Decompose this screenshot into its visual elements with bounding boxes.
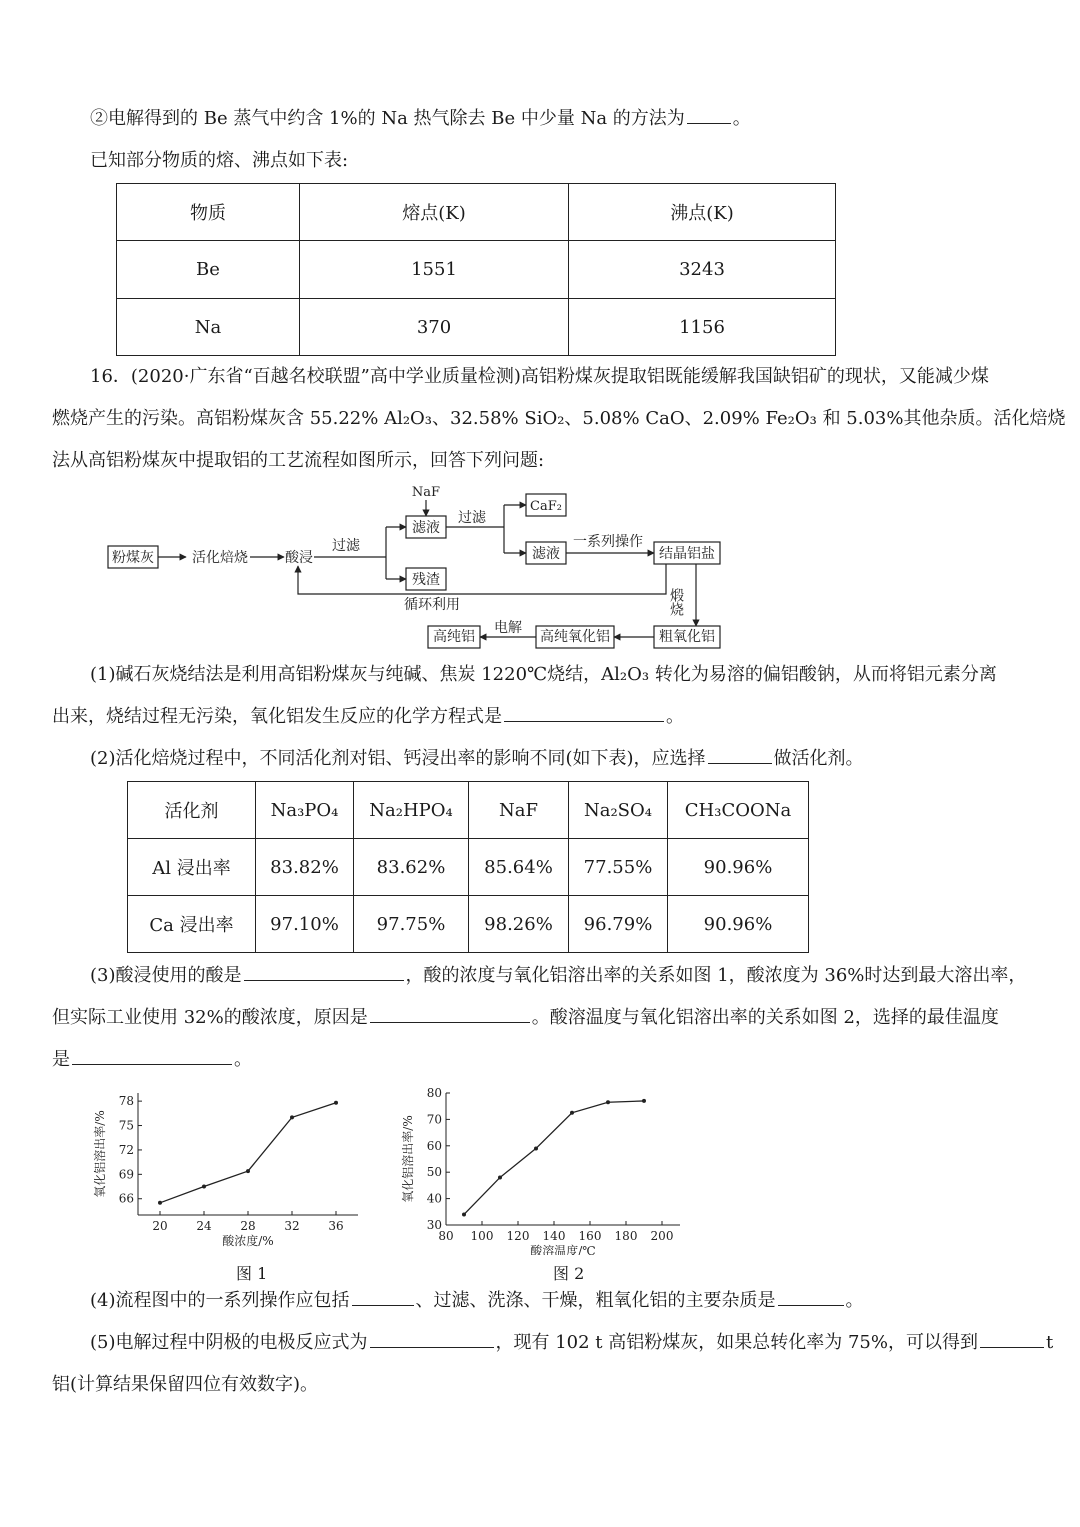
q16-intro-3: 法从高铝粉煤灰中提取铝的工艺流程如图所示，回答下列问题:: [52, 450, 545, 471]
y-tick-label: 78: [118, 1094, 134, 1109]
y-tick-label: 69: [118, 1167, 134, 1182]
x-tick-label: 24: [196, 1219, 212, 1233]
x-tick-label: 28: [240, 1219, 256, 1233]
y-tick-label: 75: [118, 1118, 134, 1133]
x-tick-label: 100: [470, 1229, 494, 1243]
answer-blank[interactable]: [370, 1325, 494, 1348]
chart-figure-2: [400, 1085, 690, 1255]
label-roast: 活化焙烧: [192, 550, 248, 566]
q15-line-1: [90, 98, 751, 140]
y-tick-label: 70: [426, 1112, 442, 1127]
y-tick-label: 50: [426, 1165, 442, 1180]
label-naf: NaF: [411, 485, 441, 500]
answer-blank[interactable]: [708, 741, 772, 764]
part-3-end: 。: [234, 1049, 252, 1070]
part-3-line-3: [52, 1039, 252, 1081]
table-cell: 1156: [569, 299, 836, 356]
x-tick-label: 80: [438, 1229, 454, 1243]
answer-blank[interactable]: [980, 1325, 1044, 1348]
melting-boiling-table: [116, 183, 836, 356]
part-3-text: 但实际工业使用 32%的酸浓度，原因是: [52, 1007, 368, 1028]
part-3-line-2: [52, 997, 999, 1039]
answer-blank[interactable]: [504, 699, 664, 722]
answer-blank[interactable]: [244, 958, 404, 981]
table-cell: Be: [117, 241, 300, 299]
table-header: NaF: [469, 782, 569, 839]
data-point: [606, 1100, 610, 1104]
part-2-end: 做活化剂。: [773, 748, 864, 769]
label-cryst-salt: 结晶铝盐: [659, 546, 715, 562]
q16-intro-1: 16．(2020·广东省“百越名校联盟”高中学业质量检测)高铝粉煤灰提取铝既能缓解我国缺铝矿的现状，又能减少煤: [90, 366, 989, 387]
data-point: [534, 1146, 538, 1150]
part-2-text: (2)活化焙烧过程中，不同活化剂对铝、钙浸出率的影响不同(如下表)，应选择: [90, 748, 706, 769]
part-5-line-2: 铝(计算结果保留四位有效数字)。: [52, 1374, 319, 1395]
table-header: 沸点(K): [569, 184, 836, 241]
label-caf2: CaF₂: [530, 499, 562, 514]
q15-text: ②电解得到的 Be 蒸气中约含 1%的 Na 热气除去 Be 中少量 Na 的方法为: [90, 108, 685, 129]
label-filter-1: 过滤: [332, 538, 360, 554]
label-recycle: 循环利用: [404, 597, 460, 613]
q15-line-2: 已知部分物质的熔、沸点如下表:: [90, 150, 349, 171]
x-tick-label: 20: [152, 1219, 168, 1233]
label-filter-2: 过滤: [458, 510, 486, 526]
part-3-text: 是: [52, 1049, 70, 1070]
part-5-line-1: [90, 1322, 1053, 1364]
table-cell: 1551: [300, 241, 569, 299]
x-axis-label: 酸浓度/%: [222, 1234, 274, 1248]
table-cell: 83.62%: [354, 839, 469, 896]
part-1-line-1: (1)碱石灰烧结法是利用高铝粉煤灰与纯碱、焦炭 1220℃烧结，Al₂O₃ 转化为易溶的偏铝酸钠，从而将铝元素分离: [90, 664, 997, 685]
x-tick-label: 36: [328, 1219, 344, 1233]
label-crude-alumina: 粗氧化铝: [659, 629, 715, 645]
x-tick-label: 32: [284, 1219, 300, 1233]
part-3-text: 。酸溶温度与氧化铝溶出率的关系如图 2，选择的最佳温度: [531, 1007, 999, 1028]
table-header: Na₂HPO₄: [354, 782, 469, 839]
data-point: [498, 1175, 502, 1179]
table-cell: 90.96%: [668, 896, 809, 953]
x-tick-label: 180: [614, 1229, 638, 1243]
table-cell: 97.10%: [256, 896, 354, 953]
answer-blank[interactable]: [687, 101, 731, 124]
table-cell: 370: [300, 299, 569, 356]
answer-blank[interactable]: [352, 1283, 414, 1306]
label-electrolysis: 电解: [494, 620, 522, 636]
part-5-text: ，现有 102 t 高铝粉煤灰，如果总转化率为 75%，可以得到: [495, 1332, 978, 1353]
figure-1-caption: 图 1: [236, 1264, 268, 1283]
label-filtrate-2: 滤液: [532, 546, 560, 562]
table-cell: 96.79%: [569, 896, 668, 953]
x-tick-label: 160: [578, 1229, 602, 1243]
label-pure-alumina: 高纯氧化铝: [540, 629, 610, 645]
data-point: [642, 1099, 646, 1103]
part-4-text: (4)流程图中的一系列操作应包括: [90, 1290, 350, 1311]
x-axis-label: 酸溶温度/℃: [530, 1244, 596, 1255]
y-tick-label: 60: [426, 1138, 442, 1153]
x-tick-label: 140: [542, 1229, 566, 1243]
y-axis-label: 氧化铝溶出率/%: [401, 1115, 415, 1203]
series-line: [160, 1103, 336, 1203]
figure-2-caption: 图 2: [553, 1264, 585, 1283]
table-cell: Ca 浸出率: [128, 896, 256, 953]
data-point: [246, 1169, 250, 1173]
y-tick-label: 80: [426, 1086, 442, 1100]
y-axis-label: 氧化铝溶出率/%: [93, 1110, 107, 1198]
y-tick-label: 30: [426, 1218, 442, 1232]
data-point: [334, 1101, 338, 1105]
data-point: [158, 1201, 162, 1205]
table-cell: 85.64%: [469, 839, 569, 896]
label-residue: 残渣: [412, 572, 440, 588]
table-cell: 77.55%: [569, 839, 668, 896]
label-series-ops: 一系列操作: [573, 534, 643, 550]
table-cell: Na: [117, 299, 300, 356]
q16-intro-2: 燃烧产生的污染。高铝粉煤灰含 55.22% Al₂O₃、32.58% SiO₂、5.08% CaO、2.09% Fe₂O₃ 和 5.03%其他杂质。活化焙烧: [52, 408, 1066, 429]
y-tick-label: 72: [118, 1142, 134, 1157]
answer-blank[interactable]: [370, 1000, 530, 1023]
process-flow-diagram: [100, 482, 740, 652]
part-1-end: 。: [666, 706, 684, 727]
data-point: [290, 1115, 294, 1119]
data-point: [202, 1185, 206, 1189]
x-tick-label: 200: [650, 1229, 674, 1243]
part-4-text: 、过滤、洗涤、干燥，粗氧化铝的主要杂质是: [415, 1290, 776, 1311]
table-cell: 3243: [569, 241, 836, 299]
label-filtrate-1: 滤液: [412, 520, 440, 536]
label-acid-leach: 酸浸: [285, 550, 313, 566]
table-cell: 83.82%: [256, 839, 354, 896]
table-header: Na₃PO₄: [256, 782, 354, 839]
table-cell: 90.96%: [668, 839, 809, 896]
x-tick-label: 120: [506, 1229, 530, 1243]
q15-end: 。: [732, 108, 751, 129]
part-5-unit: t: [1045, 1332, 1054, 1353]
part-4-line: [90, 1280, 864, 1322]
table-cell: 97.75%: [354, 896, 469, 953]
table-header: CH₃COONa: [668, 782, 809, 839]
y-tick-label: 66: [118, 1191, 134, 1206]
table-cell: Al 浸出率: [128, 839, 256, 896]
y-tick-label: 40: [426, 1191, 442, 1206]
answer-blank[interactable]: [72, 1042, 232, 1065]
part-1-line-2: [52, 696, 684, 738]
label-fly-ash: 粉煤灰: [112, 550, 154, 566]
part-3-text: (3)酸浸使用的酸是: [90, 965, 242, 986]
table-cell: 98.26%: [469, 896, 569, 953]
data-point: [462, 1212, 466, 1216]
label-pure-al: 高纯铝: [433, 629, 475, 645]
chart-figure-1: [90, 1085, 370, 1255]
part-1-text: 出来，烧结过程无污染，氧化铝发生反应的化学方程式是: [52, 706, 502, 727]
data-point: [570, 1111, 574, 1115]
label-calcine: 煅烧: [668, 588, 684, 616]
part-5-text: (5)电解过程中阴极的电极反应式为: [90, 1332, 368, 1353]
answer-blank[interactable]: [778, 1283, 844, 1306]
part-3-line-1: [90, 955, 1026, 997]
part-2-line: [90, 738, 864, 780]
table-header: Na₂SO₄: [569, 782, 668, 839]
part-4-end: 。: [845, 1290, 864, 1311]
series-line: [464, 1101, 644, 1215]
part-3-text: ，酸的浓度与氧化铝溶出率的关系如图 1，酸浓度为 36%时达到最大溶出率，: [405, 965, 1027, 986]
table-header: 熔点(K): [300, 184, 569, 241]
table-header: 活化剂: [128, 782, 256, 839]
table-header: 物质: [117, 184, 300, 241]
activator-table: [127, 781, 809, 953]
